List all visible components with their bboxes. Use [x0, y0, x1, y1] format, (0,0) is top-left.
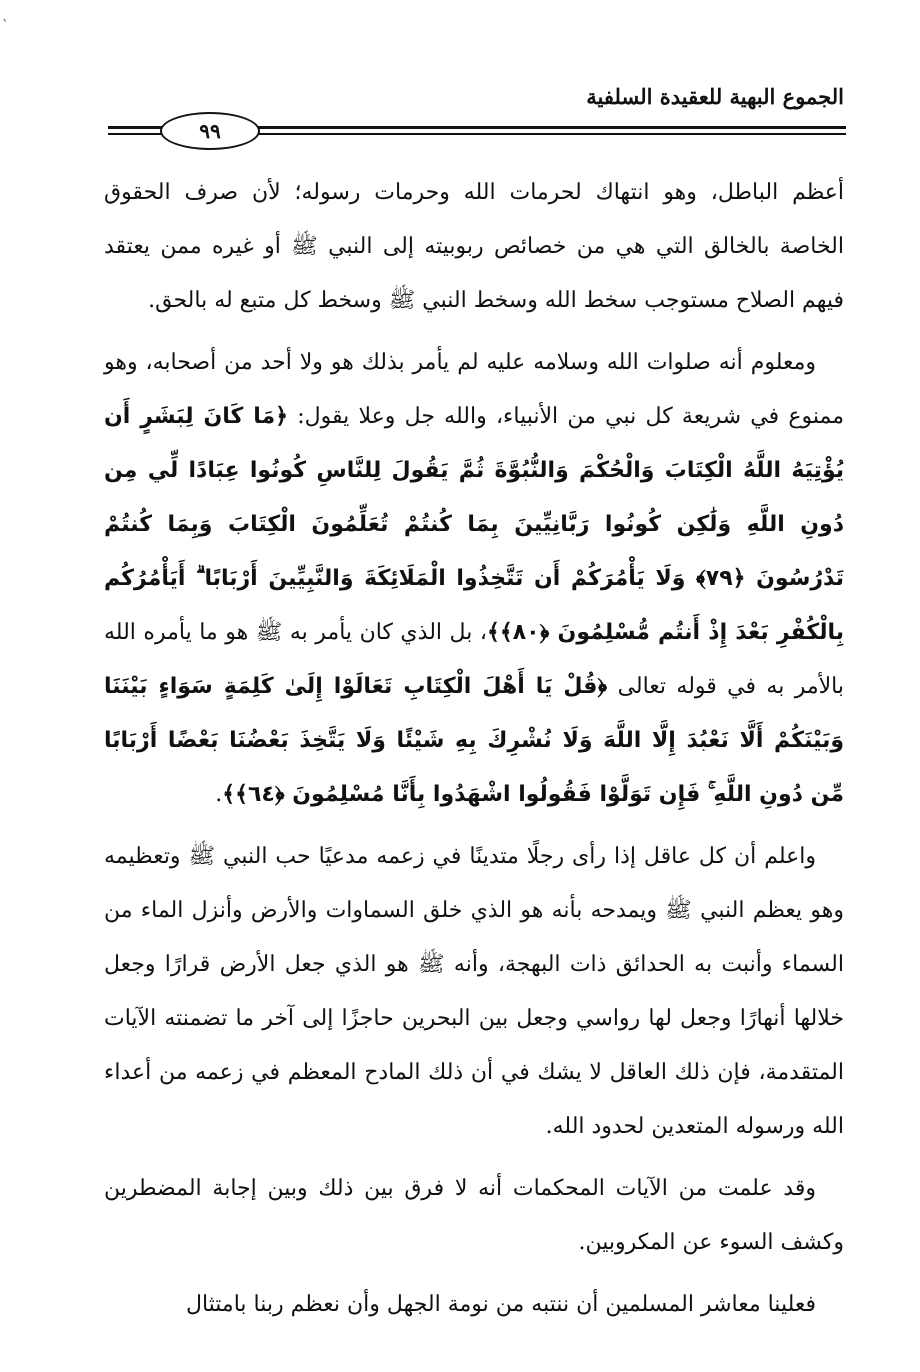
paragraph-text: ومعلوم أنه صلوات الله وسلامه عليه لم يأمر بذلك هو ولا أحد من أصحابه، وهو ممنوع في شريعة كل نبي من الأنبياء، والله جل وعلا يقول: — [104, 350, 845, 429]
running-title: الجموع البهية للعقيدة السلفية — [586, 84, 844, 109]
paragraph — [104, 336, 844, 822]
paragraph-text: فعلينا معاشر المسلمين أن ننتبه من نومة الجهل وأن نعظم ربنا بامتثال — [185, 1292, 816, 1317]
paragraph-text: ، بل الذي كان يأمر به ﷺ هو ما يأمره الله بالأمر به في قوله تعالى — [104, 620, 844, 699]
paragraph-text: واعلم أن كل عاقل إذا رأى رجلًا متدينًا في زعمه مدعيًا حب النبي ﷺ وتعظيمه وهو يعظم النبي ﷺ ويمدحه بأنه هو الذي خلق السماوات والأرض وأنزل الماء من السماء وأنبت به الحدائق ذات البهجة، وأنه ﷺ هو الذي جعل الأرض قرارًا وجعل خلالها أنهارًا وجعل لها رواسي وجعل بين البحرين حاجزًا إلى آخر ما تضمنته الآيات المتقدمة، فإن ذلك العاقل لا يشك في أن ذلك المادح المعظم في زعمه من أعداء الله ورسوله المتعدين لحدود الله. — [104, 844, 844, 1139]
paragraph — [104, 1278, 844, 1332]
paragraph-text: أعظم الباطل، وهو انتهاك لحرمات الله وحرمات رسوله؛ لأن صرف الحقوق الخاصة بالخالق التي هي من خصائص ربوبيته إلى النبي ﷺ أو غيره ممن يعتقد فيهم الصلاح مستوجب سخط الله وسخط النبي ﷺ وسخط كل متبع له بالحق. — [104, 180, 844, 313]
page-number-badge — [160, 112, 260, 150]
page-number: ٩٩ — [199, 119, 221, 143]
paragraph — [104, 830, 844, 1154]
paragraph-text: وقد علمت من الآيات المحكمات أنه لا فرق بين ذلك وبين إجابة المضطرين وكشف السوء عن المكروبين. — [104, 1176, 844, 1255]
quran-verse: ﴿مَا كَانَ لِبَشَرٍ أَن يُؤْتِيَهُ اللَّهُ الْكِتَابَ وَالْحُكْمَ وَالنُّبُوَّةَ ثُمَّ يَقُولَ لِلنَّاسِ كُونُوا عِبَادًا لِّي مِن دُونِ اللَّهِ وَلَٰكِن كُونُوا رَبَّانِيِّينَ بِمَا كُنتُمْ تُعَلِّمُونَ الْكِتَابَ وَبِمَا كُنتُمْ تَدْرُسُونَ ﴿٧٩﴾ وَلَا يَأْمُرَكُمْ أَن تَتَّخِذُوا الْمَلَائِكَةَ وَالنَّبِيِّينَ أَرْبَابًا ۗ أَيَأْمُرُكُم بِالْكُفْرِ بَعْدَ إِذْ أَنتُم مُّسْلِمُونَ ﴿٨٠﴾﴾ — [104, 404, 844, 645]
page-body — [104, 166, 844, 1340]
paragraph-text: . — [215, 782, 223, 807]
margin-mark: ` — [2, 18, 9, 34]
quran-verse: ﴿قُلْ يَا أَهْلَ الْكِتَابِ تَعَالَوْا إِلَىٰ كَلِمَةٍ سَوَاءٍ بَيْنَنَا وَبَيْنَكُمْ أَلَّا نَعْبُدَ إِلَّا اللَّهَ وَلَا نُشْرِكَ بِهِ شَيْئًا وَلَا يَتَّخِذَ بَعْضُنَا بَعْضًا أَرْبَابًا مِّن دُونِ اللَّهِ ۚ فَإِن تَوَلَّوْا فَقُولُوا اشْهَدُوا بِأَنَّا مُسْلِمُونَ ﴿٦٤﴾﴾ — [104, 674, 844, 807]
paragraph — [104, 1162, 844, 1270]
paragraph — [104, 166, 844, 328]
